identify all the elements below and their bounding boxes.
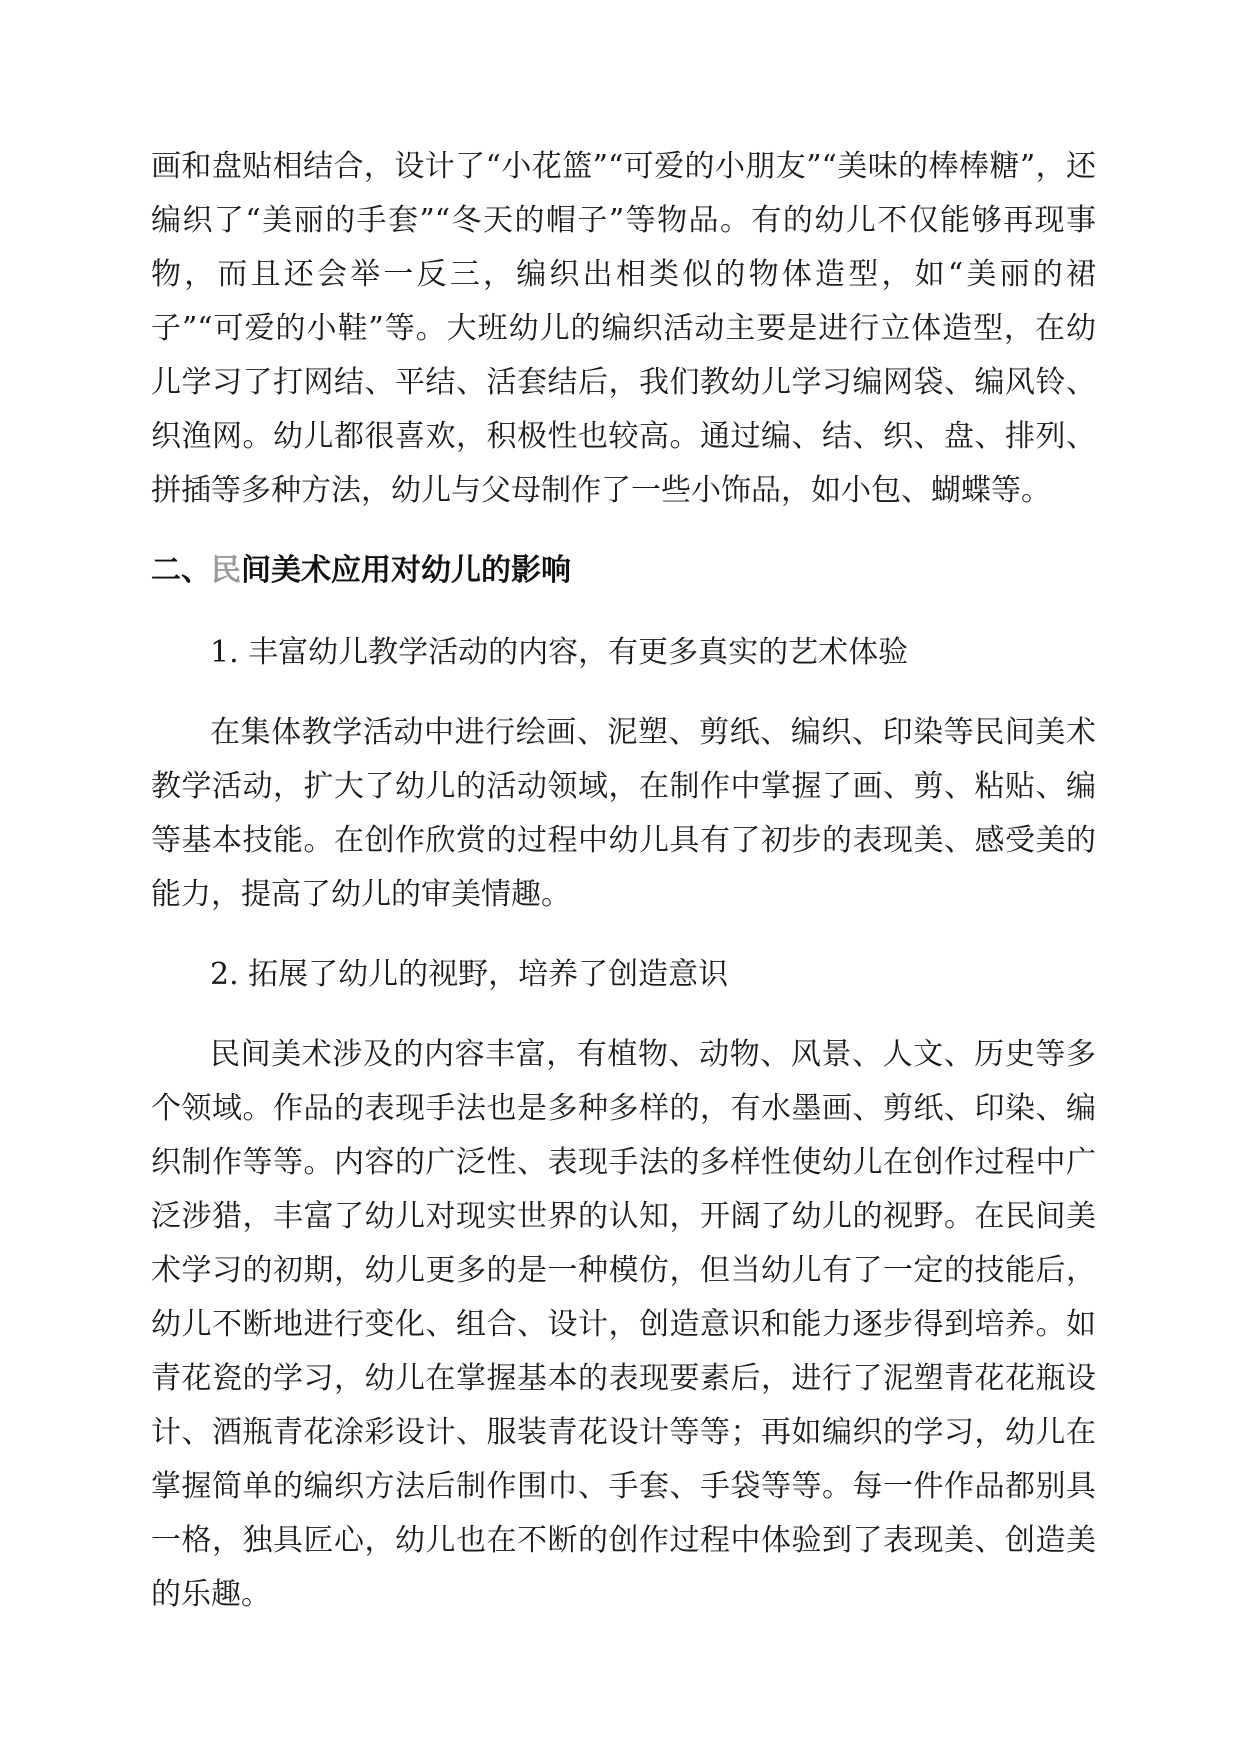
document-page	[151, 140, 1096, 1622]
section-heading-number: 二、	[151, 553, 211, 588]
intro-paragraph: 画和盘贴相结合，设计了“小花篮”“可爱的小朋友”“美味的棒棒糖”，还编织了“美丽的手套”“冬天的帽子”等物品。有的幼儿不仅能够再现事物，而且还会举一反三，编织出相类似的物体造型，如“美丽的裙子”“可爱的小鞋”等。大班幼儿的编织活动主要是进行立体造型，在幼儿学习了打网结、平结、活套结后，我们教幼儿学习编网袋、编风铃、织渔网。幼儿都很喜欢，积极性也较高。通过编、结、织、盘、排列、拼插等多种方法，幼儿与父母制作了一些小饰品，如小包、蝴蝶等。	[151, 149, 1096, 508]
subsection-1-title: 1. 丰富幼儿教学活动的内容，有更多真实的艺术体验	[210, 635, 909, 670]
subsection-2-body: 民间美术涉及的内容丰富，有植物、动物、风景、人文、历史等多个领域。作品的表现手法也是多种多样的，有水墨画、剪纸、印染、编织制作等等。内容的广泛性、表现手法的多样性使幼儿在创作过程中广泛涉猎，丰富了幼儿对现实世界的认知，开阔了幼儿的视野。在民间美术学习的初期，幼儿更多的是一种模仿，但当幼儿有了一定的技能后，幼儿不断地进行变化、组合、设计，创造意识和能力逐步得到培养。如青花瓷的学习，幼儿在掌握基本的表现要素后，进行了泥塑青花花瓶设计、酒瓶青花涂彩设计、服装青花设计等等；再如编织的学习，幼儿在掌握简单的编织方法后制作围巾、手套、手袋等等。每一件作品都别具一格，独具匠心，幼儿也在不断的创作过程中体验到了表现美、创造美的乐趣。	[151, 1037, 1096, 1612]
subsection-1-body: 在集体教学活动中进行绘画、泥塑、剪纸、编织、印染等民间美术教学活动，扩大了幼儿的活动领域，在制作中掌握了画、剪、粘贴、编等基本技能。在创作欣赏的过程中幼儿具有了初步的表现美、感受美的能力，提高了幼儿的审美情趣。	[151, 715, 1096, 912]
section-heading-marked-char: 民	[211, 553, 241, 588]
section-heading	[151, 544, 1096, 598]
subsection-2-title: 2. 拓展了幼儿的视野，培养了创造意识	[210, 957, 729, 992]
section-heading-text: 间美术应用对幼儿的影响	[241, 553, 571, 588]
